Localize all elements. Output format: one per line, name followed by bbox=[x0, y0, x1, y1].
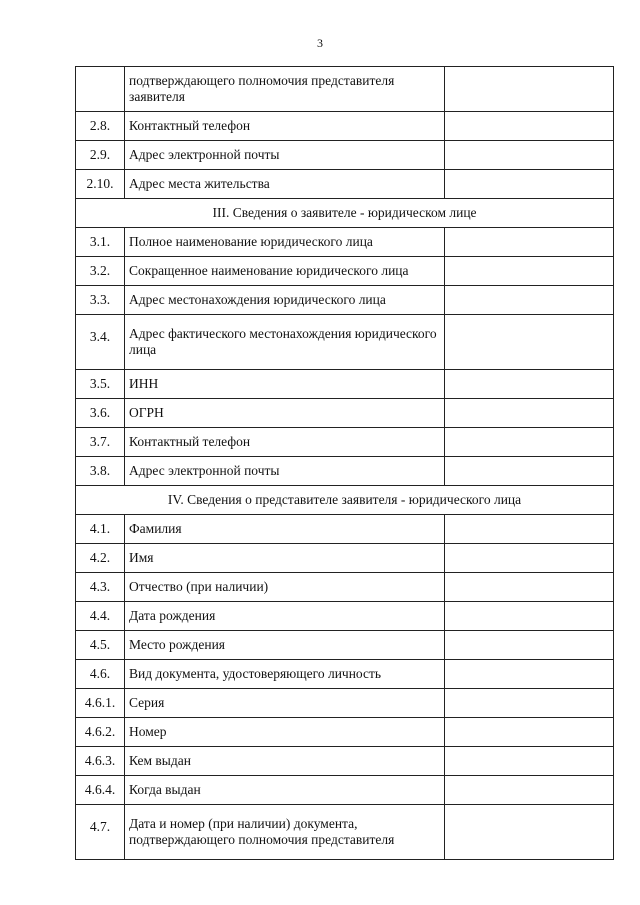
row-label: Адрес электронной почты bbox=[125, 457, 445, 486]
row-label: Полное наименование юридического лица bbox=[125, 228, 445, 257]
row-label: Дата и номер (при наличии) документа, подтверждающего полномочия представителя bbox=[125, 805, 445, 860]
row-number: 3.5. bbox=[76, 370, 125, 399]
row-label: Вид документа, удостоверяющего личность bbox=[125, 660, 445, 689]
row-value-cell[interactable] bbox=[445, 228, 614, 257]
row-number: 2.8. bbox=[76, 112, 125, 141]
table-row bbox=[76, 544, 614, 573]
row-value-cell[interactable] bbox=[445, 141, 614, 170]
row-number: 4.6.4. bbox=[76, 776, 125, 805]
row-value-cell[interactable] bbox=[445, 718, 614, 747]
row-number: 3.8. bbox=[76, 457, 125, 486]
table-row bbox=[76, 170, 614, 199]
table-row bbox=[76, 457, 614, 486]
row-number: 4.5. bbox=[76, 631, 125, 660]
row-value-cell[interactable] bbox=[445, 457, 614, 486]
row-value-cell[interactable] bbox=[445, 776, 614, 805]
table-row bbox=[76, 747, 614, 776]
table-row bbox=[76, 660, 614, 689]
row-label: подтверждающего полномочия представителя заявителя bbox=[125, 67, 445, 112]
row-label: Отчество (при наличии) bbox=[125, 573, 445, 602]
table-row bbox=[76, 370, 614, 399]
section-header-row bbox=[76, 199, 614, 228]
row-label: Серия bbox=[125, 689, 445, 718]
section-title: III. Сведения о заявителе - юридическом лице bbox=[76, 199, 614, 228]
table-row bbox=[76, 257, 614, 286]
table-row bbox=[76, 718, 614, 747]
row-value-cell[interactable] bbox=[445, 747, 614, 776]
table-row bbox=[76, 228, 614, 257]
row-number: 3.1. bbox=[76, 228, 125, 257]
row-number: 4.6.1. bbox=[76, 689, 125, 718]
row-value-cell[interactable] bbox=[445, 67, 614, 112]
table-row bbox=[76, 805, 614, 860]
row-value-cell[interactable] bbox=[445, 286, 614, 315]
row-number: 4.6.2. bbox=[76, 718, 125, 747]
table-row bbox=[76, 315, 614, 370]
row-number: 3.4. bbox=[76, 315, 125, 370]
row-number: 4.3. bbox=[76, 573, 125, 602]
row-number: 3.2. bbox=[76, 257, 125, 286]
table-row bbox=[76, 428, 614, 457]
row-value-cell[interactable] bbox=[445, 257, 614, 286]
row-number: 4.7. bbox=[76, 805, 125, 860]
row-number: 4.6. bbox=[76, 660, 125, 689]
row-label: Когда выдан bbox=[125, 776, 445, 805]
row-label: Фамилия bbox=[125, 515, 445, 544]
table-row bbox=[76, 689, 614, 718]
row-number: 2.9. bbox=[76, 141, 125, 170]
row-value-cell[interactable] bbox=[445, 428, 614, 457]
table-row bbox=[76, 602, 614, 631]
row-label: ИНН bbox=[125, 370, 445, 399]
table-row bbox=[76, 399, 614, 428]
table-row bbox=[76, 286, 614, 315]
row-value-cell[interactable] bbox=[445, 660, 614, 689]
row-label: Контактный телефон bbox=[125, 428, 445, 457]
row-label: Адрес фактического местонахождения юридического лица bbox=[125, 315, 445, 370]
row-value-cell[interactable] bbox=[445, 370, 614, 399]
row-value-cell[interactable] bbox=[445, 805, 614, 860]
section-title: IV. Сведения о представителе заявителя - юридического лица bbox=[76, 486, 614, 515]
row-label: Кем выдан bbox=[125, 747, 445, 776]
table-row bbox=[76, 515, 614, 544]
row-label: Место рождения bbox=[125, 631, 445, 660]
row-label: Контактный телефон bbox=[125, 112, 445, 141]
application-form-table bbox=[75, 66, 614, 860]
table-row bbox=[76, 67, 614, 112]
row-number: 3.7. bbox=[76, 428, 125, 457]
table-row bbox=[76, 776, 614, 805]
row-value-cell[interactable] bbox=[445, 689, 614, 718]
row-label: Номер bbox=[125, 718, 445, 747]
row-value-cell[interactable] bbox=[445, 515, 614, 544]
table-row bbox=[76, 141, 614, 170]
table-row bbox=[76, 112, 614, 141]
row-value-cell[interactable] bbox=[445, 631, 614, 660]
row-label: Сокращенное наименование юридического лица bbox=[125, 257, 445, 286]
row-number bbox=[76, 67, 125, 112]
table-row bbox=[76, 631, 614, 660]
row-label: Дата рождения bbox=[125, 602, 445, 631]
row-number: 3.6. bbox=[76, 399, 125, 428]
row-label: Имя bbox=[125, 544, 445, 573]
row-number: 2.10. bbox=[76, 170, 125, 199]
row-number: 3.3. bbox=[76, 286, 125, 315]
row-value-cell[interactable] bbox=[445, 170, 614, 199]
row-value-cell[interactable] bbox=[445, 573, 614, 602]
row-value-cell[interactable] bbox=[445, 602, 614, 631]
row-label: Адрес местонахождения юридического лица bbox=[125, 286, 445, 315]
row-label: ОГРН bbox=[125, 399, 445, 428]
row-label: Адрес электронной почты bbox=[125, 141, 445, 170]
row-number: 4.1. bbox=[76, 515, 125, 544]
row-number: 4.6.3. bbox=[76, 747, 125, 776]
row-value-cell[interactable] bbox=[445, 399, 614, 428]
row-label: Адрес места жительства bbox=[125, 170, 445, 199]
row-value-cell[interactable] bbox=[445, 315, 614, 370]
section-header-row bbox=[76, 486, 614, 515]
row-value-cell[interactable] bbox=[445, 112, 614, 141]
row-number: 4.4. bbox=[76, 602, 125, 631]
row-number: 4.2. bbox=[76, 544, 125, 573]
row-value-cell[interactable] bbox=[445, 544, 614, 573]
table-row bbox=[76, 573, 614, 602]
page-number: 3 bbox=[317, 36, 323, 50]
